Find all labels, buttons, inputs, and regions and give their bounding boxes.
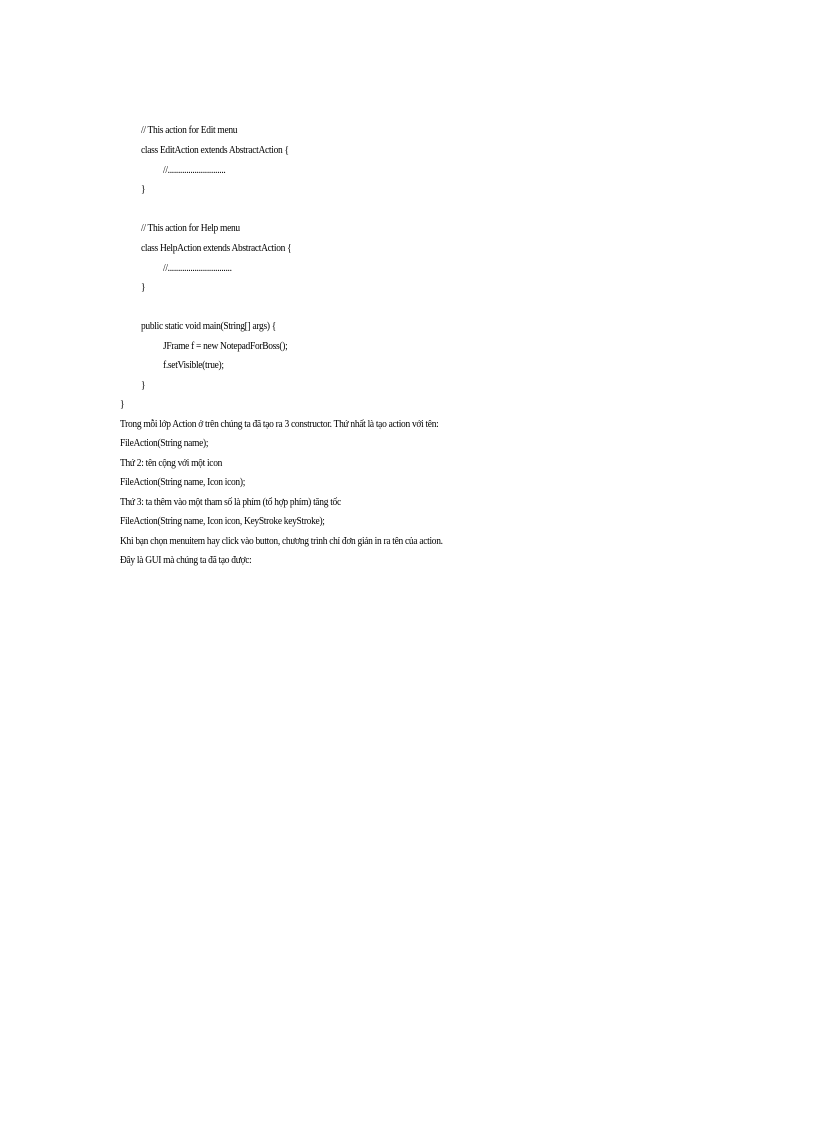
code-main-signature: public static void main(String[] args) { xyxy=(141,320,276,332)
paragraph-menuitem-click: Khi bạn chọn menuitem hay click vào button, chương trình chỉ đơn giản in ra tên của action. xyxy=(120,535,443,547)
code-class-edit-action: class EditAction extends AbstractAction { xyxy=(141,144,289,156)
code-close-brace: } xyxy=(141,281,146,293)
code-placeholder-help: //............................... xyxy=(163,262,232,274)
paragraph-constructors-intro: Trong mỗi lớp Action ở trên chúng ta đã tạo ra 3 constructor. Thứ nhất là tạo action với tên: xyxy=(120,418,439,430)
paragraph-constructor-1: FileAction(String name); xyxy=(120,437,209,449)
code-comment-help: // This action for Help menu xyxy=(141,222,240,234)
code-comment-edit: // This action for Edit menu xyxy=(141,124,238,136)
code-jframe-line: JFrame f = new NotepadForBoss(); xyxy=(163,340,288,352)
paragraph-constructor-3: FileAction(String name, Icon icon, KeyStroke keyStroke); xyxy=(120,515,325,527)
code-setvisible-line: f.setVisible(true); xyxy=(163,359,224,371)
code-placeholder-edit: //............................ xyxy=(163,164,226,176)
code-close-brace: } xyxy=(141,183,146,195)
paragraph-third: Thứ 3: ta thêm vào một tham số là phím (tổ hợp phím) tăng tốc xyxy=(120,496,341,508)
code-close-brace-outer: } xyxy=(120,398,125,410)
paragraph-gui-created: Đây là GUI mà chúng ta đã tạo được: xyxy=(120,554,252,566)
code-class-help-action: class HelpAction extends AbstractAction { xyxy=(141,242,292,254)
paragraph-constructor-2: FileAction(String name, Icon icon); xyxy=(120,476,246,488)
code-close-brace: } xyxy=(141,379,146,391)
paragraph-second: Thứ 2: tên cộng với một icon xyxy=(120,457,223,469)
